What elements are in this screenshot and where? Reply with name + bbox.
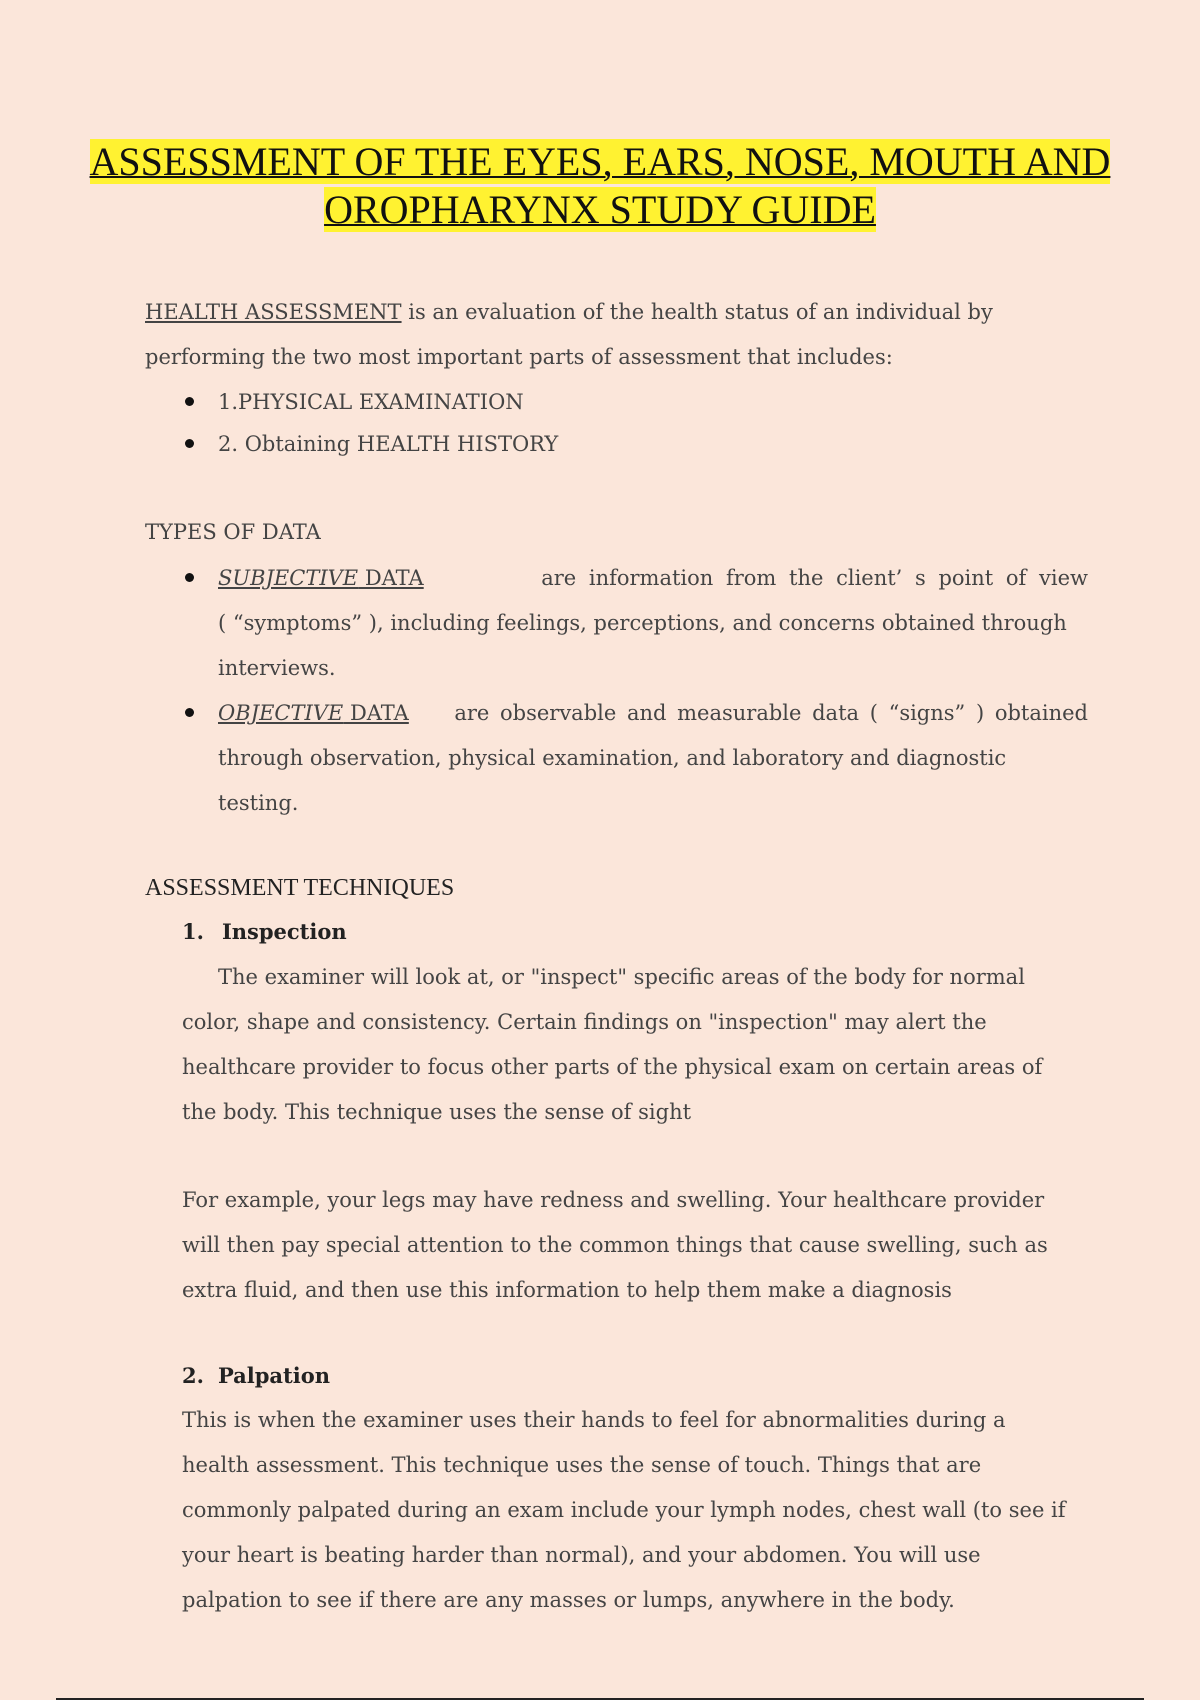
subjective-term-rest: DATA	[358, 566, 424, 590]
bullet-dot	[185, 573, 194, 582]
subjective-term-italic: SUBJECTIVE	[218, 566, 359, 590]
palpation-line: palpation to see if there are any masses or lumps, anywhere in the body.	[182, 1588, 955, 1612]
palpation-line: your heart is beating harder than normal), and your abdomen. You will use	[182, 1543, 981, 1567]
objective-definition: are observable and measurable data ( “signs” ) obtained	[454, 701, 1088, 725]
objective-term	[218, 691, 409, 736]
inspection-example-line: extra fluid, and then use this information to help them make a diagnosis	[182, 1278, 952, 1302]
inspection-label: Inspection	[221, 919, 347, 944]
title-line-1: ASSESSMENT OF THE EYES, EARS, NOSE, MOUTH AND	[89, 139, 1111, 184]
subjective-line-3: interviews.	[218, 656, 336, 680]
palpation-line: health assessment. This technique uses the sense of touch. Things that are	[182, 1453, 982, 1477]
inspection-line: color, shape and consistency. Certain findings on "inspection" may alert the	[182, 1010, 987, 1034]
subjective-line-1	[218, 556, 1088, 601]
inspection-example-line: For example, your legs may have redness and swelling. Your healthcare provider	[182, 1188, 1045, 1212]
page-title	[40, 138, 1160, 234]
health-assessment-line-1	[145, 290, 993, 335]
inspection-heading	[182, 910, 347, 955]
inspection-example-line: will then pay special attention to the common things that cause swelling, such as	[182, 1233, 1048, 1257]
health-assessment-definition: is an evaluation of the health status of an individual by	[401, 300, 993, 324]
list-item-physical-exam: 1.PHYSICAL EXAMINATION	[218, 390, 524, 414]
title-line-2: OROPHARYNX STUDY GUIDE	[324, 187, 876, 232]
palpation-label: Palpation	[217, 1363, 330, 1388]
bullet-dot	[185, 439, 194, 448]
objective-term-rest: DATA	[343, 701, 409, 725]
palpation-line: commonly palpated during an exam include your lymph nodes, chest wall (to see if	[182, 1498, 1066, 1522]
types-of-data-heading: TYPES OF DATA	[145, 520, 321, 544]
inspection-line: The examiner will look at, or "inspect" specific areas of the body for normal	[218, 965, 1025, 989]
objective-line-1	[218, 691, 1088, 736]
inspection-line: healthcare provider to focus other parts of the physical exam on certain areas of	[182, 1055, 1043, 1079]
list-item-health-history: 2. Obtaining HEALTH HISTORY	[218, 432, 559, 456]
subjective-line-2: ( “symptoms” ), including feelings, perceptions, and concerns obtained through	[218, 611, 1067, 635]
inspection-number: 1.	[182, 919, 204, 944]
health-assessment-line-2: performing the two most important parts of assessment that includes:	[145, 345, 893, 369]
palpation-number: 2.	[182, 1363, 204, 1388]
subjective-term	[218, 556, 424, 601]
subjective-definition: are information from the client’ s point of view	[541, 566, 1088, 590]
inspection-line: the body. This technique uses the sense of sight	[182, 1100, 692, 1124]
palpation-line: This is when the examiner uses their hands to feel for abnormalities during a	[182, 1408, 1006, 1432]
techniques-heading: ASSESSMENT TECHNIQUES	[145, 875, 455, 901]
objective-line-3: testing.	[218, 791, 299, 815]
health-assessment-term: HEALTH ASSESSMENT	[145, 300, 402, 324]
palpation-heading	[182, 1354, 330, 1399]
objective-term-italic: OBJECTIVE	[218, 701, 344, 725]
objective-line-2: through observation, physical examination, and laboratory and diagnostic	[218, 746, 1007, 770]
bullet-dot	[185, 708, 194, 717]
bullet-dot	[185, 397, 194, 406]
